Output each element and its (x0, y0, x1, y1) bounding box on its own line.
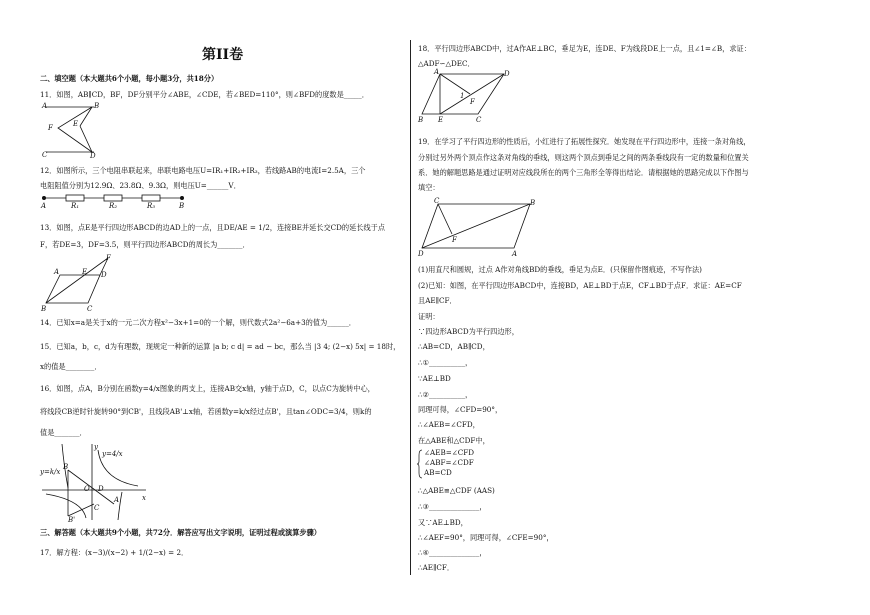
proof-line: 证明： (418, 312, 440, 321)
column-divider (410, 40, 411, 575)
q16-label-x: x (142, 494, 146, 502)
q16-label-y: y (94, 443, 98, 451)
q16-text-1: 16．如图，点A，B分别在函数y=4/x图象的两支上，连接AB交x轴，y轴于点D，C，以点C为旋转中心， (40, 384, 375, 393)
q19-label-B: B (530, 199, 536, 207)
proof-line: ∴∠AEF=90°，同理可得，∠CFE=90°， (418, 533, 554, 542)
proof-brace (417, 449, 423, 479)
q13-label-D: D (101, 271, 107, 279)
q16-label-eq2: y=k/x (40, 468, 61, 476)
q13-figure (38, 253, 118, 315)
q11-label-A: A (42, 102, 48, 110)
q15-text-1: 15．已知a，b，c，d为有理数，现规定一种新的运算 |a b; c d| = ad − bc，那么当 |3 4; (2−x) 5x| = 18时， (40, 342, 401, 351)
proof-line: ∴AB=CD，AB∥CD， (418, 342, 490, 351)
proof-condition: ∠ABF=∠CDF (424, 458, 474, 467)
q18-label-F: F (470, 98, 475, 106)
q12-circuit (38, 193, 188, 209)
page-title: 第II卷 (202, 47, 244, 63)
q18-label-1: 1 (460, 92, 465, 100)
proof-condition: AB=CD (424, 468, 452, 477)
q12-label-A: A (41, 202, 47, 209)
q13-label-F: F (106, 254, 111, 262)
q12-text-2: 电阻阻值分别为12.9Ω、23.8Ω、9.3Ω，则电压U=______V． (40, 181, 241, 190)
q18-text-1: 18．平行四边形ABCD中，过A作AE⊥BC，垂足为E，连DE、F为线段DE上一点，且∠1=∠B，求证： (418, 44, 751, 53)
q16-text-2: 将线段CB逆时针旋转90°到CB'，且线段AB'⊥x轴，若函数y=k/x经过点B'，且tan∠ODC=3/4，则k的 (40, 407, 372, 416)
q19-text-2: 分别过另外两个顶点作这条对角线的垂线，则这两个顶点到垂足之间的两条垂线段有一定的数量和位置关 (418, 153, 749, 162)
q14-text: 14．已知x=a是关于x的一元二次方程x²−3x+1=0的一个解，则代数式2a²−6a+3的值为______． (40, 318, 356, 327)
q19-part2-line2: 且AE∥CF． (418, 296, 457, 305)
q13-text-2: F，若DE=3，DF=3.5，则平行四边形ABCD的周长为_______． (40, 240, 250, 249)
q13-label-E: E (82, 268, 88, 276)
q19-part1: (1)用直尺和圆规，过点 A作对角线BD的垂线，垂足为点E．(只保留作图痕迹，不写作法) (418, 265, 702, 274)
proof-line: 又∵AE⊥BD， (418, 518, 468, 527)
q11-label-D: D (90, 152, 96, 160)
proof-blank-3: ∴③______________， (418, 502, 487, 511)
q18-text-2: △ADF∽△DEC． (418, 59, 475, 68)
q12-text-1: 12．如图所示，三个电阻串联起来，串联电路电压U=IR₁+IR₂+IR₃，若线路AB的电流I=2.5A，三个 (40, 166, 366, 175)
q18-label-A: A (434, 68, 440, 76)
q12-label-R1: R₁ (71, 202, 80, 209)
q12-label-B: B (179, 202, 185, 209)
q18-label-B: B (418, 116, 424, 124)
q18-figure (414, 66, 514, 124)
q16-label-D: D (98, 485, 104, 493)
section2-header: 二、填空题（本大题共6个小题，每小题3分，共18分） (40, 74, 219, 83)
q13-label-B: B (41, 305, 47, 313)
proof-condition: ∠AEB=∠CFD (424, 448, 475, 457)
q19-text-3: 系．她的解题思路是通过证明对应线段所在的两个三角形全等得出结论．请根据她的思路完成以下作图与 (418, 168, 749, 177)
q12-label-R2: R₂ (109, 202, 118, 209)
q16-label-B: B (63, 463, 69, 471)
proof-line: ∴△ABE≌△CDF (AAS) (418, 486, 495, 495)
proof-line: 同理可得，∠CFD=90°， (418, 405, 503, 414)
proof-line: 在△ABE和△CDF中， (418, 436, 490, 445)
q16-figure (38, 440, 153, 522)
proof-line: ∵AE⊥BD (418, 374, 451, 383)
q13-label-A: A (54, 268, 60, 276)
q16-label-A: A (114, 496, 120, 504)
q19-label-C: C (434, 197, 440, 205)
q12-label-R3: R₃ (147, 202, 156, 209)
q19-text-1: 19．在学习了平行四边形的性质后，小红进行了拓展性探究．她发现在平行四边形中，连接一条对角线， (418, 137, 751, 146)
q19-label-A: A (512, 250, 518, 258)
q11-text: 11．如图，AB∥CD，BF，DF分别平分∠ABE，∠CDE，若∠BED=110°，则∠BFD的度数是_____． (40, 90, 369, 99)
q11-label-E: E (73, 120, 79, 128)
proof-line: ∴∠AEB=∠CFD， (418, 420, 480, 429)
proof-line: ∴AE∥CF． (418, 563, 455, 572)
q11-figure (38, 100, 108, 160)
q13-label-C: C (87, 305, 93, 313)
q19-label-D: D (418, 250, 424, 258)
q19-text-4: 填空： (418, 183, 440, 192)
q18-label-D: D (504, 70, 510, 78)
q11-label-F: F (48, 124, 53, 132)
q11-label-B: B (94, 102, 100, 110)
q16-text-3: 值是_______． (40, 428, 87, 437)
q15-text-2: x的值是________． (40, 362, 102, 371)
q11-label-C: C (42, 151, 48, 159)
proof-blank-1: ∴①__________， (418, 358, 473, 367)
q16-label-eq1: y=4/x (102, 450, 123, 458)
q19-part2-line1: (2)已知：如图，在平行四边形ABCD中，连接BD，AE⊥BD于点E，CF⊥BD于点F．求证：AE=CF (418, 281, 742, 290)
q17-text: 17．解方程：(x−3)/(x−2) + 1/(2−x) = 2． (40, 548, 189, 557)
q16-label-O: O (84, 485, 90, 493)
q19-label-F: F (452, 236, 457, 244)
section3-header: 三、解答题（本大题共9个小题，共72分．解答应写出文字说明，证明过程或演算步骤） (40, 528, 321, 537)
q16-label-Bp: B' (68, 516, 76, 522)
q18-label-E: E (438, 116, 444, 124)
q19-figure (416, 194, 546, 258)
proof-blank-2: ∴②__________， (418, 390, 473, 399)
q18-label-C: C (476, 116, 482, 124)
q13-text-1: 13．如图，点E是平行四边形ABCD的边AD上的一点，且DE/AE = 1/2，连接BE并延长交CD的延长线于点 (40, 223, 386, 232)
proof-line: ∵四边形ABCD为平行四边形， (418, 327, 519, 336)
q16-label-C: C (94, 504, 100, 512)
proof-blank-4: ∴④______________， (418, 548, 487, 557)
